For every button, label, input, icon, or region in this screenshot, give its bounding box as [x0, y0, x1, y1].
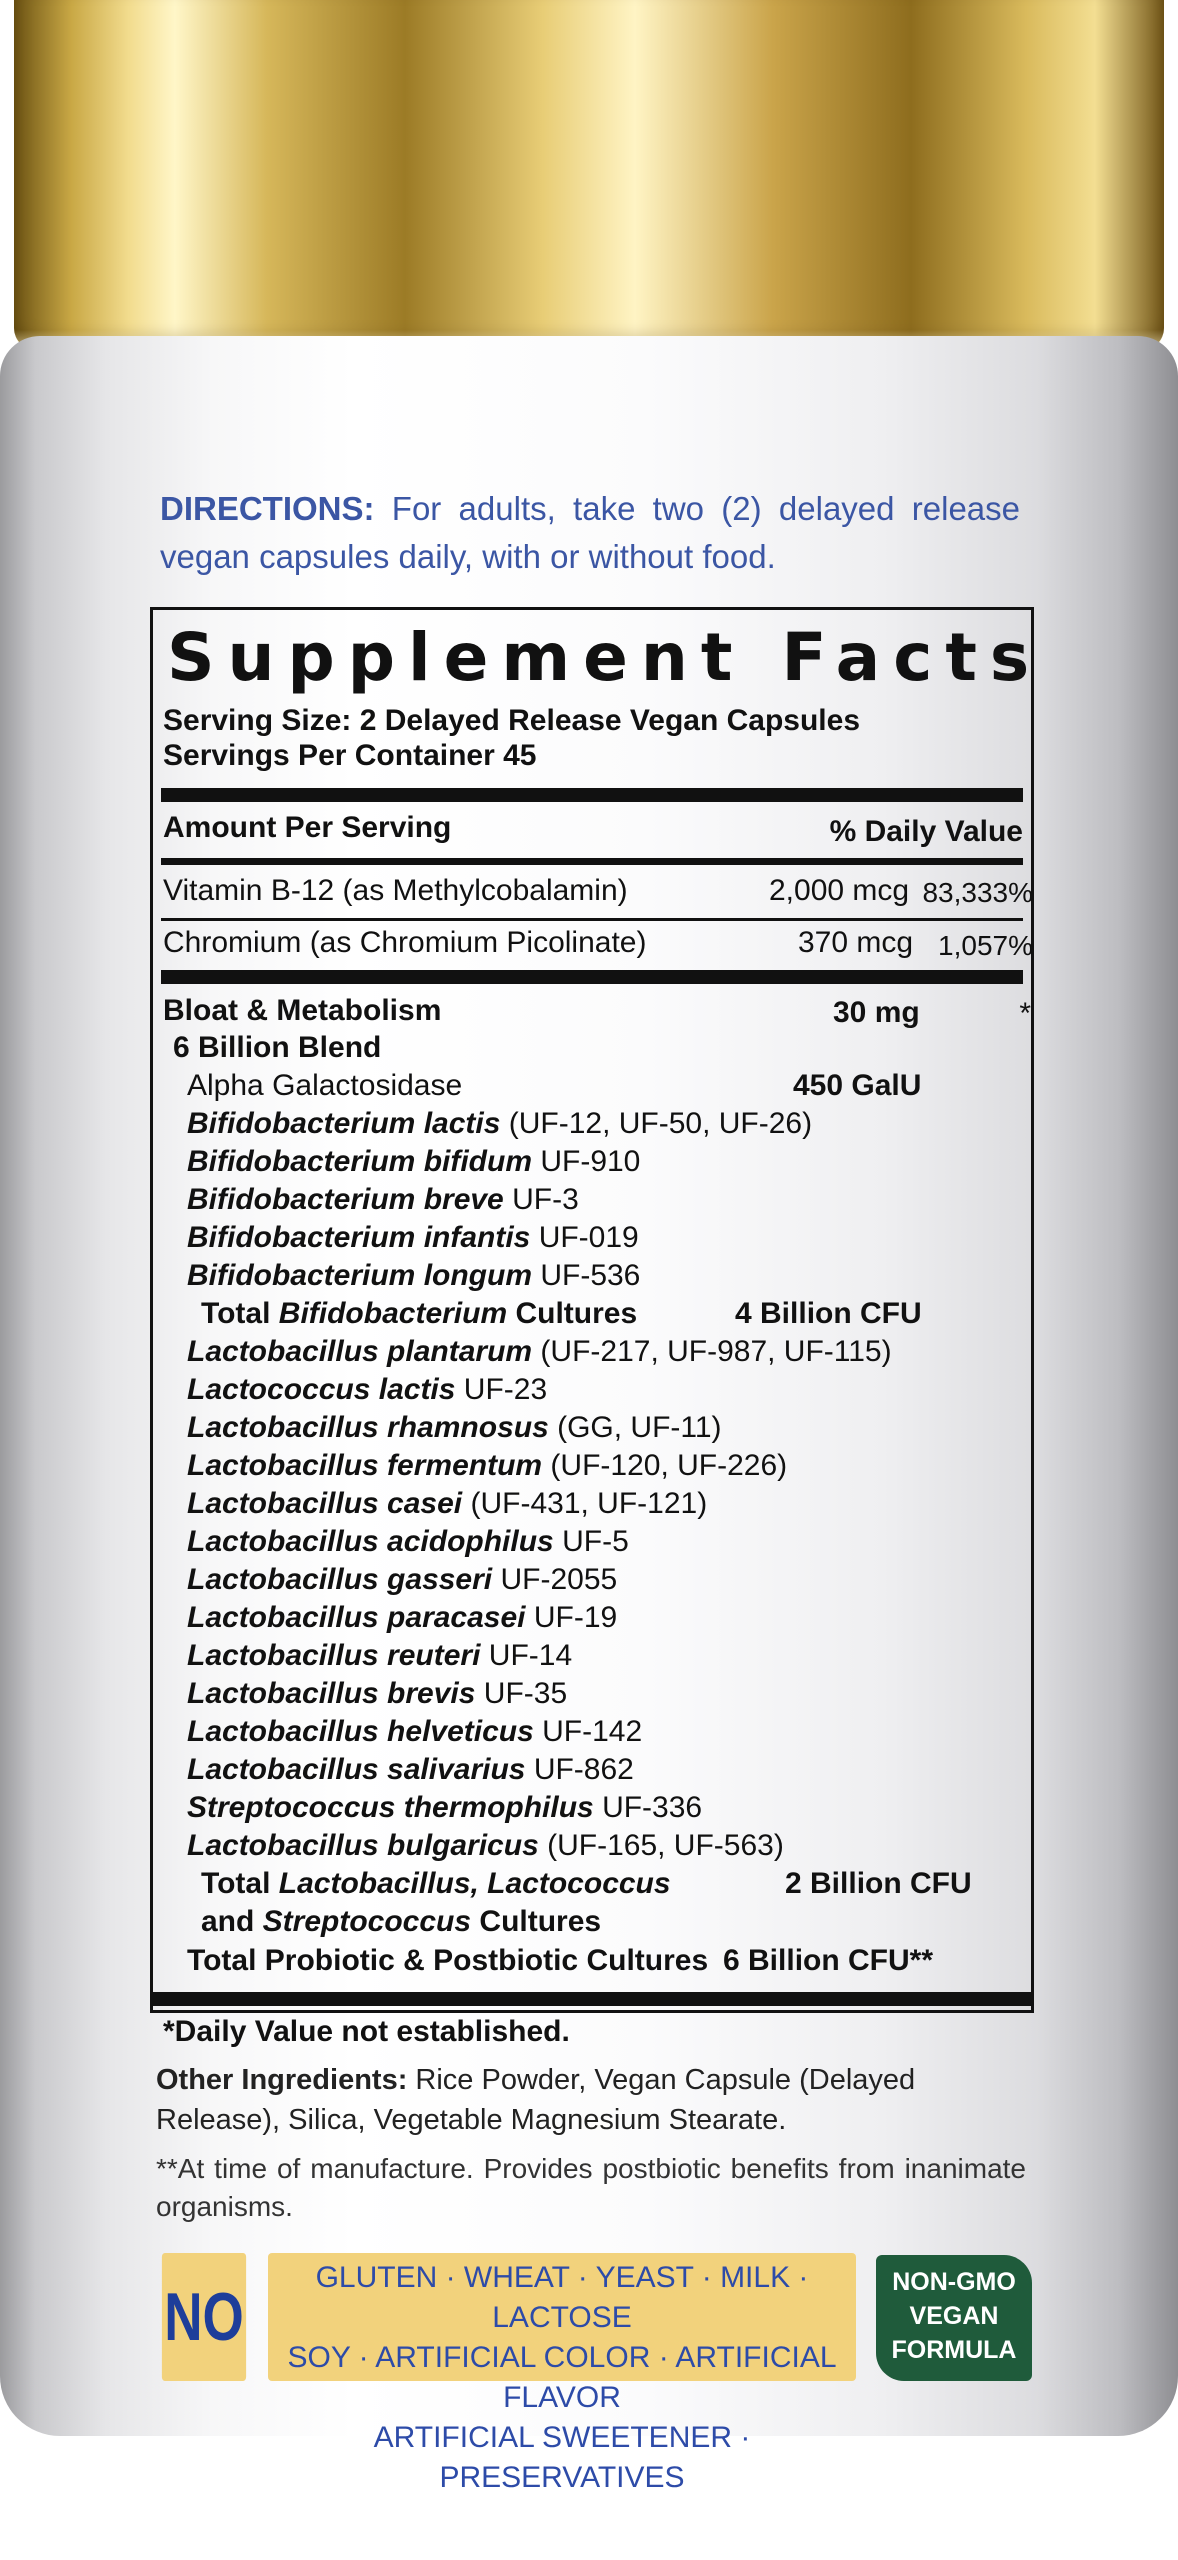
directions: [160, 485, 1020, 581]
ingredient-row: [187, 1410, 722, 1446]
vitamin-row-dv: 83,333%: [922, 877, 1033, 908]
ingredient-row: [187, 1676, 567, 1712]
species: Streptococcus thermophilus: [187, 1791, 594, 1824]
strain: UF-910: [532, 1145, 641, 1178]
species: Bifidobacterium lactis: [187, 1107, 501, 1140]
divider: [161, 858, 1023, 865]
total-lacto-pre: Total: [201, 1867, 279, 1900]
ingredient-row: [187, 1714, 642, 1750]
strain: (GG, UF-11): [548, 1411, 722, 1444]
species: Lactobacillus paracasei: [187, 1601, 526, 1634]
species: Bifidobacterium longum: [187, 1259, 532, 1292]
manufacture-note: **At time of manufacture. Provides postbiotic benefits from inanimate organisms.: [156, 2153, 1026, 2222]
ingredient-row: [187, 1752, 634, 1788]
ingredient-row: [187, 1258, 640, 1294]
strain: UF-23: [455, 1373, 548, 1406]
ingredient-row: [187, 1182, 579, 1218]
strain: UF-3: [503, 1183, 579, 1216]
ingredient-row: [187, 1220, 639, 1256]
daily-value-header: % Daily Value: [829, 815, 1023, 848]
free-from-line: GLUTEN · WHEAT · YEAST · MILK · LACTOSE: [315, 2261, 809, 2334]
strain: UF-5: [553, 1525, 629, 1558]
amount-per-serving: Amount Per Serving: [163, 811, 452, 844]
badge-line: NON-GMO: [892, 2268, 1016, 2296]
ingredient-row: [187, 1828, 784, 1864]
total-lacto: [201, 1866, 671, 1902]
strain: UF-862: [525, 1753, 634, 1786]
non-gmo-vegan-badge: [876, 2255, 1032, 2381]
vitamin-row-name: Chromium (as Chromium Picolinate): [163, 926, 647, 959]
divider: [161, 788, 1023, 802]
species: Lactobacillus fermentum: [187, 1449, 543, 1482]
strain: UF-35: [475, 1677, 568, 1710]
species: Lactobacillus brevis: [187, 1677, 476, 1710]
ingredient-row: [187, 1790, 702, 1826]
vitamin-row-amount: 370 mcg: [798, 926, 914, 959]
species: Lactobacillus bulgaricus: [187, 1829, 539, 1862]
bottle-cap: [14, 0, 1164, 350]
vitamin-row-amount: 2,000 mcg: [769, 874, 910, 907]
facts-title: Supplement Facts: [167, 619, 1043, 696]
footnote: *Daily Value not established.: [163, 2015, 570, 2048]
ingredient-row: [187, 1106, 812, 1142]
free-from-line: SOY · ARTIFICIAL COLOR · ARTIFICIAL FLAVOR: [287, 2341, 837, 2414]
strain: (UF-12, UF-50, UF-26): [500, 1107, 813, 1140]
total-lacto-amount: 2 Billion CFU: [785, 1867, 972, 1900]
vitamin-row-name: Vitamin B-12 (as Methylcobalamin): [163, 874, 628, 907]
ingredient-row: [187, 1562, 617, 1598]
species: Bifidobacterium breve: [187, 1183, 504, 1216]
strain: UF-2055: [492, 1563, 618, 1596]
total-bifido-amount: 4 Billion CFU: [735, 1297, 922, 1330]
species: Bifidobacterium bifidum: [187, 1145, 532, 1178]
strain: UF-142: [533, 1715, 643, 1748]
blend-subtitle: 6 Billion Blend: [173, 1031, 382, 1064]
strain: (UF-217, UF-987, UF-115): [532, 1335, 892, 1368]
supplement-facts-panel: [150, 607, 1043, 2048]
total-bifido-post: Cultures: [507, 1297, 638, 1330]
other-ingredients: [156, 2060, 1026, 2140]
ingredient-alpha: Alpha Galactosidase: [187, 1069, 463, 1102]
free-from-line: ARTIFICIAL SWEETENER · PRESERVATIVES: [373, 2421, 751, 2494]
strain: (UF-431, UF-121): [462, 1487, 708, 1520]
species: Lactobacillus salivarius: [187, 1753, 526, 1786]
total-probiotic-label: Total Probiotic & Postbiotic Cultures: [187, 1944, 709, 1977]
no-box: NO: [162, 2253, 246, 2381]
strain: UF-14: [480, 1639, 573, 1672]
blend-amount: 30 mg: [833, 996, 920, 1029]
other-ingredients-label: Other Ingredients:: [156, 2064, 408, 2096]
species: Lactobacillus plantarum: [187, 1335, 533, 1368]
ingredient-row: [187, 1372, 547, 1408]
species: Bifidobacterium infantis: [187, 1221, 531, 1254]
vitamin-row-dv: 1,057%: [938, 930, 1033, 961]
species: Lactococcus lactis: [187, 1373, 456, 1406]
ingredient-row: [187, 1486, 707, 1522]
badge-line: VEGAN: [909, 2302, 999, 2330]
ingredient-row: [187, 1448, 787, 1484]
strain: UF-536: [532, 1259, 641, 1292]
ingredient-row: [187, 1600, 617, 1636]
ingredient-row: [187, 1144, 640, 1180]
servings-per-container: Servings Per Container 45: [163, 739, 537, 772]
strain: UF-19: [525, 1601, 618, 1634]
species: Lactobacillus casei: [187, 1487, 463, 1520]
total-lacto-line2: [201, 1904, 601, 1940]
strain: UF-336: [593, 1791, 703, 1824]
total-probiotic-amount: 6 Billion CFU**: [723, 1944, 934, 1977]
serving-size: Serving Size: 2 Delayed Release Vegan Capsules: [163, 704, 861, 737]
directions-label: DIRECTIONS:: [160, 490, 375, 527]
total-bifido-italic: Bifidobacterium: [278, 1297, 508, 1330]
species: Lactobacillus acidophilus: [187, 1525, 554, 1558]
strain: UF-019: [530, 1221, 639, 1254]
species: Lactobacillus helveticus: [187, 1715, 534, 1748]
species: Lactobacillus rhamnosus: [187, 1411, 549, 1444]
total-lacto-post2: Cultures: [471, 1905, 602, 1938]
free-from-list: [268, 2253, 856, 2494]
blend-name: Bloat & Metabolism: [163, 994, 442, 1027]
ingredient-row: [187, 1524, 629, 1560]
divider: [153, 1992, 1031, 2006]
ingredient-alpha-amount: 450 GalU: [793, 1069, 922, 1102]
total-lacto-italic2: Streptococcus: [262, 1905, 472, 1938]
other-ingredients-text: Rice Powder, Vegan Capsule (Delayed Release), Silica, Vegetable Magnesium Stearate.: [156, 2064, 916, 2136]
total-lacto-pre2: and: [201, 1905, 263, 1938]
strain: (UF-120, UF-226): [542, 1449, 788, 1482]
directions-text: For adults, take two (2) delayed release vegan capsules daily, with or without food.: [160, 490, 1020, 575]
blend-dv: *: [1019, 997, 1031, 1030]
total-bifido-pre: Total: [201, 1297, 279, 1330]
badge-line: FORMULA: [891, 2336, 1017, 2364]
strain: (UF-165, UF-563): [538, 1829, 784, 1862]
ingredient-row: [187, 1638, 572, 1674]
divider: [161, 918, 1023, 921]
species: Lactobacillus reuteri: [187, 1639, 481, 1672]
divider: [161, 970, 1023, 984]
ingredient-row: [187, 1334, 892, 1370]
species: Lactobacillus gasseri: [187, 1563, 493, 1596]
total-bifido: [201, 1296, 637, 1332]
total-lacto-italic: Lactobacillus, Lactococcus: [278, 1867, 671, 1900]
